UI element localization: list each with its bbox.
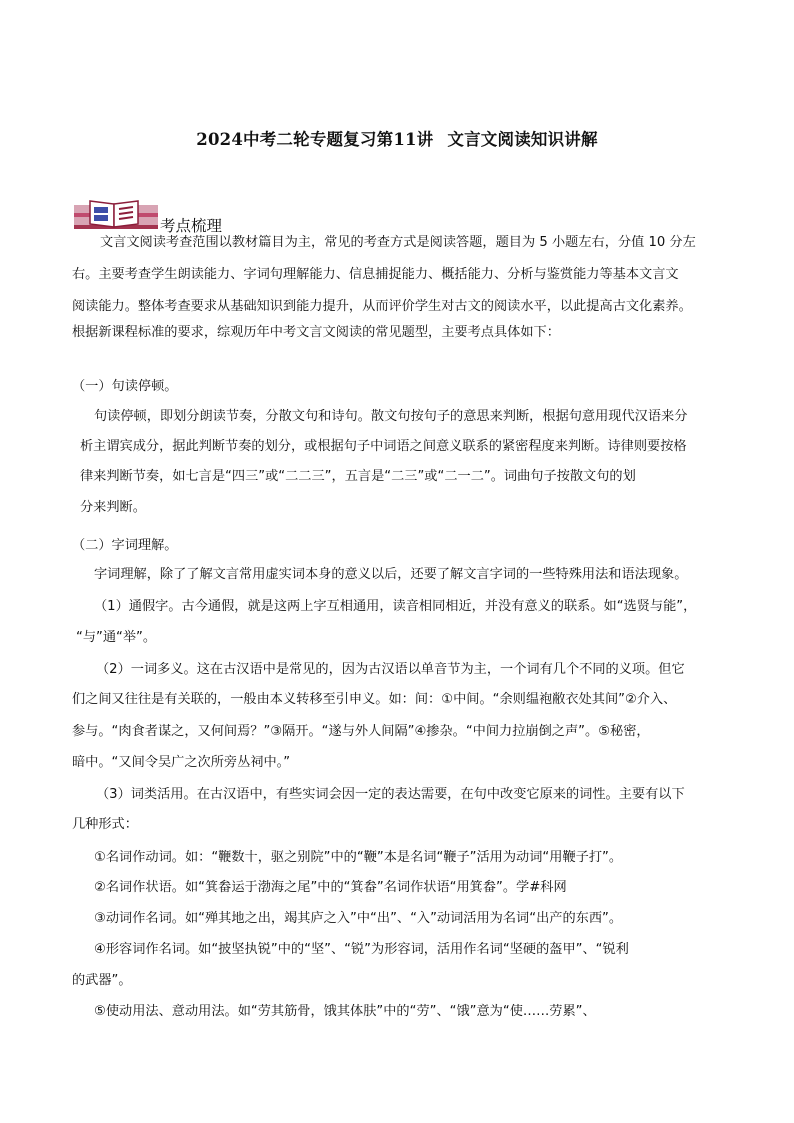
- item3-line: 几种形式：: [72, 817, 138, 832]
- part1-line: 析主谓宾成分，据此判断节奏的划分，或根据句子中词语之间意义联系的紧密程度来判断。诗律则要按格: [80, 439, 687, 454]
- form-line: ②名词作状语。如“箕畚运于渤海之尾”中的“箕畚”名词作状语“用箕畚”。学#科网: [94, 880, 567, 895]
- book-icon: [74, 199, 158, 231]
- part1-line: 分来判断。: [80, 500, 146, 515]
- item2-line: （2）一词多义。这在古汉语中是常见的，因为古汉语以单音节为主，一个词有几个不同的义项。但它: [96, 662, 685, 677]
- part1-line: 句读停顿，即划分朗读节奏，分散文句和诗句。散文句按句子的意思来判断，根据句意用现代汉语来分: [94, 409, 688, 424]
- item2-line: 们之间又往往是有关联的，一般由本义转移至引申义。如：间：①中间。“余则缊袍敝衣处其间”②介入、: [72, 692, 677, 707]
- title-main: 2024中考二轮专题复习第11讲: [196, 130, 434, 149]
- part2-intro: 字词理解，除了了解文言常用虚实词本身的意义以后，还要了解文言字词的一些特殊用法和语法现象。: [94, 567, 688, 582]
- form-line: ④形容词作名词。如“披坚执锐”中的“坚”、“锐”为形容词，活用作名词“坚硬的盔甲”、“锐利: [94, 942, 629, 957]
- intro-line: 根据新课程标准的要求，综观历年中考文言文阅读的常见题型，主要考点具体如下：: [72, 325, 560, 340]
- item1-line: “与”通“举”。: [76, 630, 157, 645]
- document-title: [0, 126, 794, 150]
- form-line: ⑤使动用法、意动用法。如“劳其筋骨，饿其体肤”中的“劳”、“饿”意为“使……劳累”、: [94, 1004, 596, 1019]
- section-header: [74, 199, 274, 233]
- part1-line: 律来判断节奏，如七言是“四三”或“二二三”，五言是“二三”或“二一二”。词曲句子按散文句的划: [80, 469, 636, 484]
- intro-line: 右。主要考查学生朗读能力、字词句理解能力、信息捕捉能力、概括能力、分析与鉴赏能力等基本文言文: [72, 267, 679, 282]
- item1-line: （1）通假字。古今通假，就是这两上字互相通用，读音相同相近，并没有意义的联系。如“选贤与能”，: [94, 599, 697, 614]
- item2-line: 暗中。“又间令吴广之次所旁丛祠中。”: [72, 755, 291, 770]
- form-line: 的武器”。: [72, 973, 132, 988]
- form-line: ①名词作动词。如：“鞭数十，驱之别院”中的“鞭”本是名词“鞭子”活用为动词“用鞭子打”。: [94, 850, 623, 865]
- item3-line: （3）词类活用。在古汉语中，有些实词会因一定的表达需要，在句中改变它原来的词性。主要有以下: [96, 787, 685, 802]
- title-sub: 文言文阅读知识讲解: [447, 130, 598, 149]
- item2-line: 参与。“肉食者谋之，又何间焉？”③隔开。“遂与外人间隔”④掺杂。“中间力拉崩倒之声”。⑤秘密，: [72, 724, 650, 739]
- part1-heading: （一）句读停顿。: [72, 379, 178, 394]
- intro-line: 文言文阅读考查范围以教材篇目为主，常见的考查方式是阅读答题，题目为 5 小题左右，分值 10 分左: [100, 235, 696, 250]
- form-line: ③动词作名词。如“殚其地之出，竭其庐之入”中“出”、“入”动词活用为名词“出产的东西”。: [94, 911, 623, 926]
- part2-heading: （二）字词理解。: [72, 538, 178, 553]
- intro-line: 阅读能力。整体考查要求从基础知识到能力提升，从而评价学生对古文的阅读水平，以此提高古文化素养。: [72, 299, 692, 314]
- section-label: 考点梳理: [160, 217, 223, 235]
